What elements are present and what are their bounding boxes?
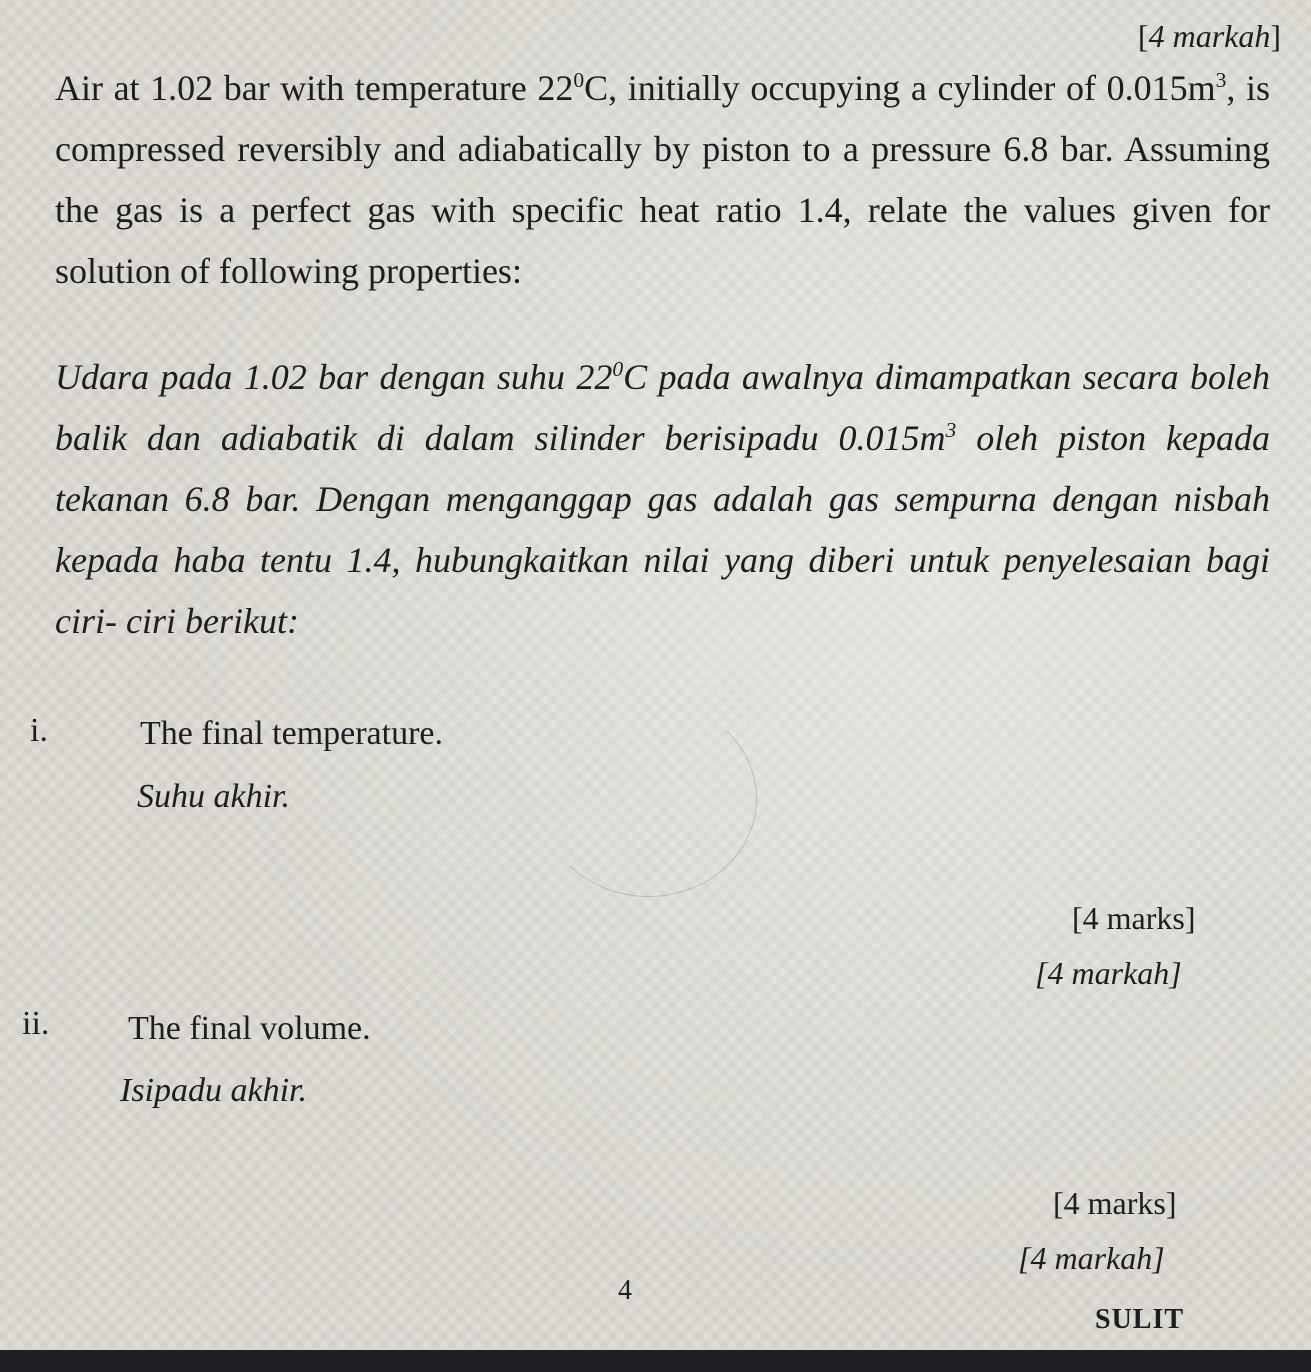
- question-text-english: Air at 1.02 bar with temperature $22^0C$, initially occupying a cylinder of $0.015m^3$, is compressed reversibly and adiabatically by piston to a pressure 6.8 bar. Assuming the gas is a perfect gas with specific heat ratio 1.4, relate the values given for solution of following properties:: [55, 68, 1270, 291]
- item-i-marks-malay: [4 markah]: [1035, 955, 1182, 991]
- top-marks-label: [4 markah]: [1137, 18, 1281, 54]
- item-i-marks-english: [4 marks]: [1072, 900, 1196, 936]
- question-text-malay: Udara pada 1.02 bar dengan suhu $22^0C$ pada awalnya dimampatkan secara boleh balik dan adiabatik di dalam silinder berisipadu $0.015m^3$ oleh piston kepada tekanan 6.8 bar. Dengan menganggap gas adalah gas sempurna dengan nisbah kepada haba tentu 1.4, hubungkaitkan nilai yang diberi untuk penyelesaian bagi ciri- ciri berikut:: [55, 357, 1270, 641]
- item-ii-marks-english: [4 marks]: [1053, 1185, 1177, 1221]
- item-ii-text-malay: Isipadu akhir.: [120, 1072, 307, 1109]
- screen-bottom-edge: [0, 1350, 1311, 1372]
- classification-label: SULIT: [1095, 1304, 1185, 1335]
- item-i-text-malay: Suhu akhir.: [137, 778, 290, 815]
- page-number: 4: [618, 1275, 632, 1306]
- item-number-ii: ii.: [22, 1005, 50, 1042]
- item-number-i: i.: [30, 712, 48, 749]
- item-ii-text-english: The final volume.: [128, 1010, 371, 1047]
- item-ii-marks-malay: [4 markah]: [1018, 1240, 1165, 1276]
- pencil-mark: [540, 700, 757, 897]
- item-i-text-english: The final temperature.: [140, 715, 444, 752]
